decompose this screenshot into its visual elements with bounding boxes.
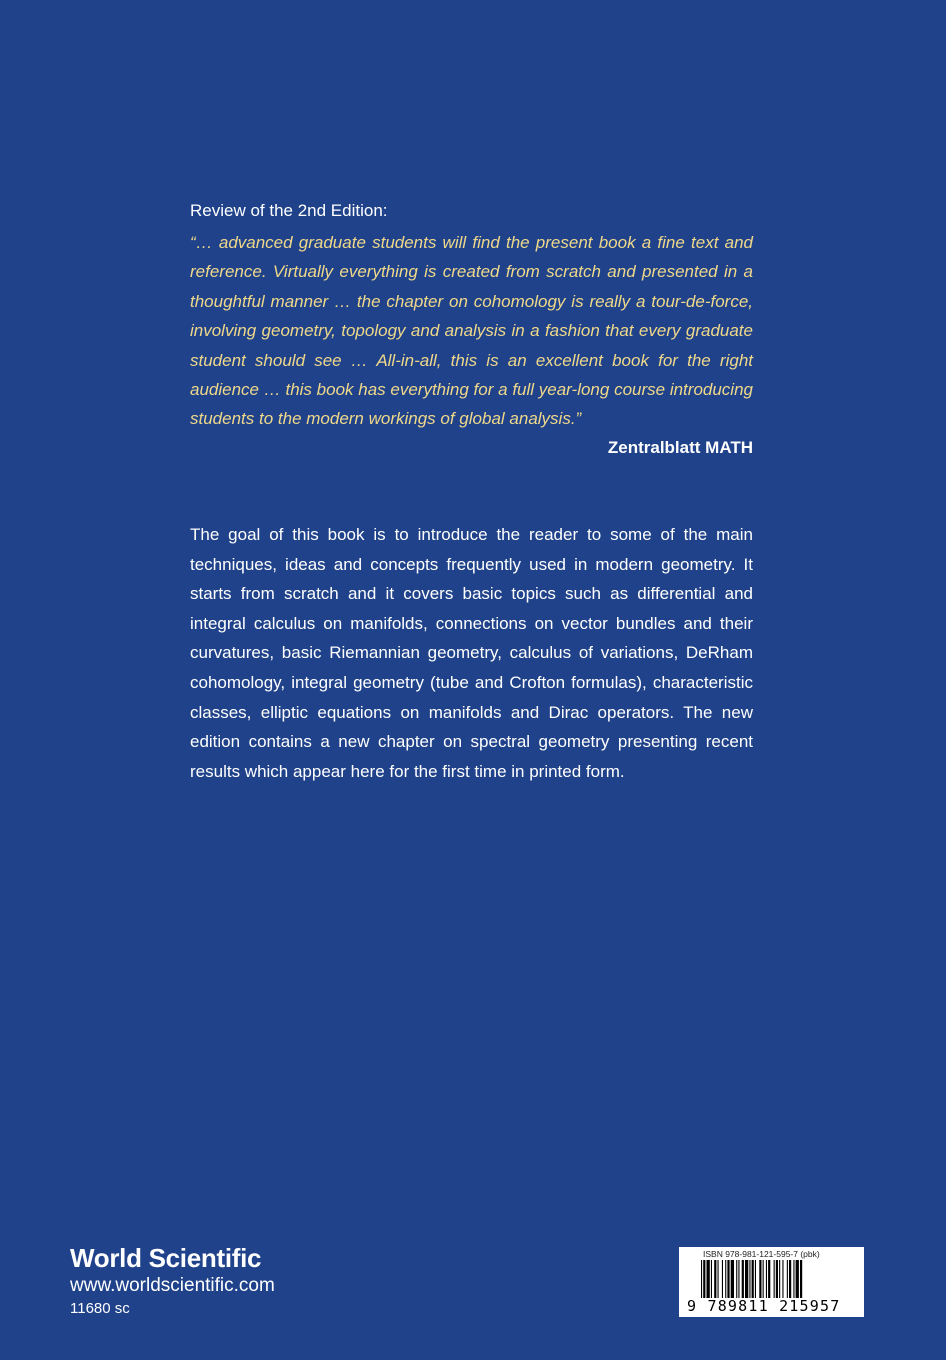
barcode-bar: [701, 1260, 702, 1298]
publisher-block: [70, 1241, 275, 1321]
review-source: Zentralblatt MATH: [607, 437, 753, 457]
barcode-bar: [763, 1260, 764, 1298]
barcode-bars-icon: [701, 1260, 843, 1298]
publisher-url: www.worldscientific.com: [70, 1275, 275, 1296]
review-quote: “… advanced graduate students will find the present book a fine text and reference. Virtually everything is created from scratch and presented in a thoughtful manner … the chapter on cohomology is really a tour-de-force, involving geometry, topology and analysis in a fashion that every graduate student should see … All-in-all, this is an excellent book for the right audience … this book has everything for a full year-long course introducing students to the modern workings of global analysis.”: [190, 233, 753, 429]
barcode-bar: [779, 1260, 780, 1298]
barcode-bar: [766, 1260, 767, 1298]
barcode-bar: [727, 1260, 729, 1298]
isbn-label: ISBN 978-981-121-595-7 (pbk): [703, 1249, 820, 1259]
barcode-bar: [782, 1260, 783, 1298]
barcode-bar: [789, 1260, 791, 1298]
barcode-bar: [749, 1260, 750, 1298]
barcode-bar: [707, 1260, 710, 1298]
barcode-bar: [755, 1260, 756, 1298]
barcode: [679, 1247, 864, 1317]
barcode-bar: [742, 1260, 744, 1298]
barcode-bar: [787, 1260, 788, 1298]
publisher-code: 11680 sc: [70, 1300, 130, 1317]
publisher-name: World Scientific: [70, 1243, 262, 1273]
barcode-digits: 9 789811 215957: [687, 1297, 841, 1315]
barcode-bar: [722, 1260, 723, 1298]
barcode-bar: [703, 1260, 705, 1298]
barcode-bar: [759, 1260, 761, 1298]
barcode-bar: [745, 1260, 748, 1298]
barcode-bar: [736, 1260, 737, 1298]
barcode-bar: [752, 1260, 754, 1298]
book-description: The goal of this book is to introduce the reader to some of the main techniques, ideas and concepts frequently used in modern geometry. It starts from scratch and it covers basic topics such as differential and integral calculus on manifolds, connections on vector bundles and their curvatures, basic Riemannian geometry, calculus of variations, DeRham cohomology, integral geometry (tube and Crofton formulas), characteristic classes, elliptic equations on manifolds and Dirac operators. The new edition contains a new chapter on spectral geometry presenting recent results which appear here for the first time in printed form.: [190, 525, 753, 781]
review-heading: Review of the 2nd Edition:: [190, 201, 388, 220]
review-section: [190, 200, 753, 460]
barcode-bar: [768, 1260, 770, 1298]
barcode-bar: [714, 1260, 716, 1298]
barcode-bar: [800, 1260, 802, 1298]
barcode-bar: [776, 1260, 778, 1298]
barcode-bar: [725, 1260, 726, 1298]
barcode-bar: [793, 1260, 794, 1298]
barcode-bar: [731, 1260, 734, 1298]
barcode-bar: [738, 1260, 739, 1298]
barcode-bar: [711, 1260, 712, 1298]
barcode-bar: [718, 1260, 719, 1298]
barcode-bar: [774, 1260, 775, 1298]
barcode-bar: [796, 1260, 799, 1298]
